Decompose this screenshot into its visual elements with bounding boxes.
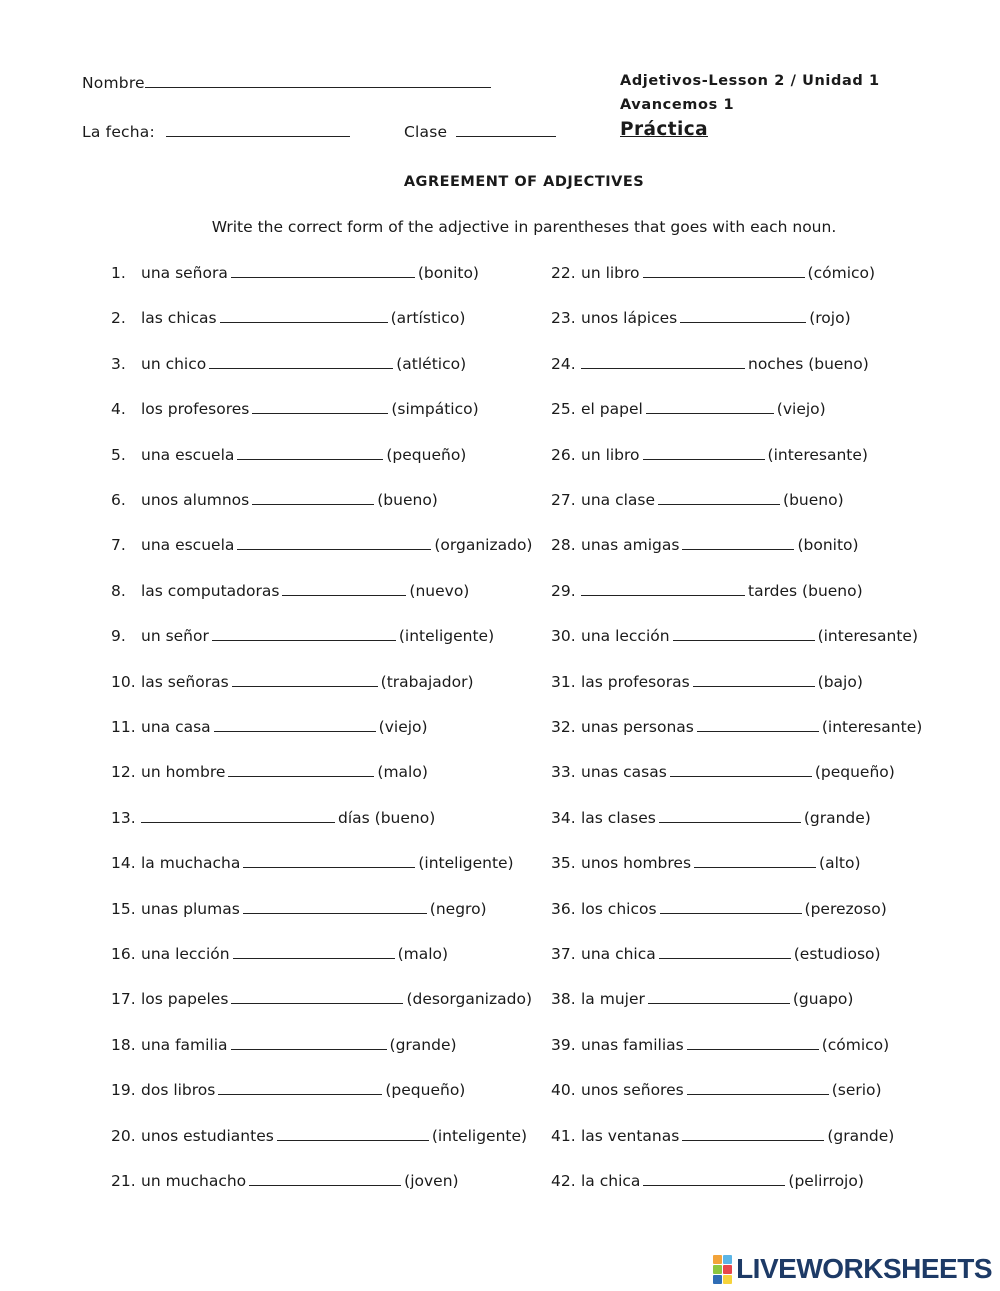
worksheet-title: Adjetivos-Lesson 2 / Unidad 1 <box>620 73 880 89</box>
answer-blank[interactable] <box>237 535 431 550</box>
textbook-name: Avancemos 1 <box>620 97 735 113</box>
item-number: 40. <box>551 1081 576 1100</box>
item-number: 14. <box>111 854 136 873</box>
item-number: 33. <box>551 763 576 782</box>
answer-blank[interactable] <box>693 672 815 687</box>
answer-blank[interactable] <box>682 535 794 550</box>
exercise-item <box>111 445 466 464</box>
exercise-item <box>551 944 881 963</box>
answer-blank[interactable] <box>232 672 378 687</box>
answer-blank[interactable] <box>214 717 376 732</box>
exercise-item <box>551 626 918 645</box>
exercise-item <box>551 1171 864 1190</box>
answer-blank[interactable] <box>209 354 393 369</box>
item-noun: las clases <box>581 808 656 827</box>
item-noun: una casa <box>141 718 211 736</box>
item-number: 23. <box>551 309 576 328</box>
answer-blank[interactable] <box>694 853 816 868</box>
item-adjective-hint: (pequeño) <box>385 1081 466 1100</box>
item-adjective-hint: (serio) <box>831 1081 882 1100</box>
item-noun: dos libros <box>141 1081 216 1100</box>
item-number: 29. <box>551 581 576 600</box>
answer-blank[interactable] <box>646 399 774 414</box>
exercise-item <box>111 535 532 554</box>
item-number: 3. <box>111 354 126 373</box>
exercise-item <box>111 808 435 827</box>
item-adjective-hint: (grande) <box>389 1035 457 1054</box>
answer-blank[interactable] <box>249 1171 401 1186</box>
logo-blocks-icon <box>713 1255 732 1284</box>
item-adjective-hint: (interesante) <box>821 718 923 736</box>
item-noun: una familia <box>141 1035 228 1054</box>
answer-blank[interactable] <box>231 989 403 1004</box>
answer-blank[interactable] <box>233 944 395 959</box>
item-adjective-hint: (guapo) <box>792 990 854 1009</box>
item-noun: los papeles <box>141 990 229 1009</box>
answer-blank[interactable] <box>658 490 780 505</box>
answer-blank[interactable] <box>687 1035 819 1050</box>
item-noun: unas familias <box>581 1035 684 1054</box>
exercise-item <box>111 762 428 781</box>
item-noun: las profesoras <box>581 672 690 691</box>
item-noun: unas personas <box>581 718 694 736</box>
exercise-item <box>551 762 895 781</box>
answer-blank[interactable] <box>231 263 415 278</box>
item-adjective-hint: (simpático) <box>391 400 479 419</box>
exercise-item <box>551 263 875 282</box>
answer-blank[interactable] <box>643 445 765 460</box>
item-number: 12. <box>111 763 136 782</box>
answer-blank[interactable] <box>687 1080 829 1095</box>
item-adjective-hint: tardes (bueno) <box>748 581 863 600</box>
instructions: Write the correct form of the adjective in parentheses that goes with each noun. <box>211 218 837 236</box>
answer-blank[interactable] <box>581 581 745 596</box>
item-adjective-hint: (desorganizado) <box>406 990 532 1009</box>
answer-blank[interactable] <box>228 762 374 777</box>
item-number: 24. <box>551 354 576 373</box>
date-field[interactable] <box>166 122 350 137</box>
exercise-item <box>551 1035 889 1054</box>
exercise-item <box>111 490 438 509</box>
name-field[interactable] <box>145 73 491 88</box>
item-number: 13. <box>111 808 136 827</box>
exercise-item <box>551 808 871 827</box>
date-row <box>82 122 350 141</box>
answer-blank[interactable] <box>252 490 374 505</box>
item-adjective-hint: (malo) <box>397 945 449 963</box>
item-adjective-hint: (grande) <box>803 808 871 827</box>
item-number: 27. <box>551 491 576 509</box>
answer-blank[interactable] <box>212 626 396 641</box>
section-heading: AGREEMENT OF ADJECTIVES <box>403 174 645 190</box>
answer-blank[interactable] <box>218 1080 382 1095</box>
item-noun: los profesores <box>141 400 250 419</box>
exercise-item <box>551 717 922 736</box>
exercise-item <box>111 672 474 691</box>
answer-blank[interactable] <box>141 808 335 823</box>
answer-blank[interactable] <box>282 581 406 596</box>
item-noun: un libro <box>581 264 640 282</box>
answer-blank[interactable] <box>648 989 790 1004</box>
exercise-item <box>551 672 863 691</box>
item-noun: los chicos <box>581 899 657 918</box>
item-number: 26. <box>551 445 576 464</box>
answer-blank[interactable] <box>673 626 815 641</box>
answer-blank[interactable] <box>659 944 791 959</box>
item-number: 37. <box>551 945 576 963</box>
item-adjective-hint: (alto) <box>819 854 861 873</box>
item-number: 16. <box>111 945 136 963</box>
item-adjective-hint: (pequeño) <box>814 763 895 782</box>
exercise-item <box>111 1080 465 1099</box>
item-adjective-hint: (rojo) <box>809 309 851 328</box>
item-noun: una escuela <box>141 445 235 464</box>
item-adjective-hint: (viejo) <box>378 718 428 736</box>
class-label: Clase <box>404 123 448 141</box>
item-number: 38. <box>551 990 576 1009</box>
item-adjective-hint: (negro) <box>429 899 487 918</box>
answer-blank[interactable] <box>643 1171 785 1186</box>
item-number: 8. <box>111 581 126 600</box>
exercise-item <box>551 853 861 872</box>
item-adjective-hint: (viejo) <box>776 400 826 419</box>
item-adjective-hint: (cómico) <box>807 264 876 282</box>
exercise-item <box>111 899 487 918</box>
exercise-item <box>551 581 863 600</box>
item-noun: la chica <box>581 1172 641 1190</box>
item-number: 41. <box>551 1126 576 1145</box>
answer-blank[interactable] <box>670 762 812 777</box>
item-noun: unas plumas <box>141 899 240 918</box>
item-noun: un chico <box>141 354 207 373</box>
item-adjective-hint: (perezoso) <box>804 899 887 918</box>
exercise-item <box>111 263 479 282</box>
item-number: 4. <box>111 400 126 419</box>
item-adjective-hint: (inteligente) <box>431 1126 528 1145</box>
answer-blank[interactable] <box>680 308 806 323</box>
item-number: 39. <box>551 1035 576 1054</box>
answer-blank[interactable] <box>243 899 427 914</box>
item-adjective-hint: (nuevo) <box>409 581 470 600</box>
exercise-item <box>551 535 859 554</box>
exercise-item <box>111 581 469 600</box>
exercise-item <box>111 944 448 963</box>
exercise-item <box>111 1171 459 1190</box>
item-adjective-hint: (interesante) <box>767 445 868 464</box>
item-number: 22. <box>551 264 576 282</box>
item-number: 32. <box>551 718 576 736</box>
item-noun: una escuela <box>141 536 235 555</box>
exercise-item <box>111 1126 527 1145</box>
exercise-item <box>551 445 868 464</box>
practica-label: Práctica <box>620 119 708 140</box>
exercise-item <box>551 490 844 509</box>
answer-blank[interactable] <box>581 354 745 369</box>
item-number: 6. <box>111 491 126 509</box>
item-noun: un libro <box>581 445 640 464</box>
item-noun: una señora <box>141 264 228 282</box>
answer-blank[interactable] <box>252 399 388 414</box>
item-adjective-hint: (artístico) <box>390 309 466 328</box>
item-number: 19. <box>111 1081 136 1100</box>
item-noun: las chicas <box>141 309 217 328</box>
exercise-item <box>111 308 465 327</box>
item-number: 35. <box>551 854 576 873</box>
item-noun: unas amigas <box>581 536 680 555</box>
item-number: 7. <box>111 536 126 555</box>
item-noun: unos señores <box>581 1081 684 1100</box>
exercise-item <box>111 717 428 736</box>
item-adjective-hint: (grande) <box>827 1126 895 1145</box>
item-number: 21. <box>111 1172 136 1190</box>
item-noun: unos hombres <box>581 854 692 873</box>
item-number: 11. <box>111 718 136 736</box>
answer-blank[interactable] <box>660 899 802 914</box>
name-label: Nombre <box>82 74 145 92</box>
item-adjective-hint: (cómico) <box>821 1035 890 1054</box>
item-number: 30. <box>551 627 576 646</box>
exercise-item <box>111 626 494 645</box>
item-adjective-hint: (pequeño) <box>386 445 467 464</box>
item-number: 42. <box>551 1172 576 1190</box>
item-noun: una lección <box>581 627 670 646</box>
item-adjective-hint: (organizado) <box>434 536 533 555</box>
item-number: 9. <box>111 627 126 646</box>
item-noun: las ventanas <box>581 1126 680 1145</box>
name-row <box>82 73 491 92</box>
item-adjective-hint: (atlético) <box>396 354 467 373</box>
item-adjective-hint: (bonito) <box>797 536 859 555</box>
item-noun: la mujer <box>581 990 645 1009</box>
item-number: 10. <box>111 672 136 691</box>
answer-blank[interactable] <box>237 445 383 460</box>
item-noun: unas casas <box>581 763 667 782</box>
item-adjective-hint: (joven) <box>404 1172 459 1190</box>
item-noun: unos alumnos <box>141 491 250 509</box>
exercise-item <box>551 354 869 373</box>
item-noun: el papel <box>581 400 643 419</box>
item-adjective-hint: (bajo) <box>817 672 863 691</box>
item-noun: una chica <box>581 945 656 963</box>
exercise-item <box>551 899 887 918</box>
item-number: 25. <box>551 400 576 419</box>
answer-blank[interactable] <box>231 1035 387 1050</box>
item-number: 20. <box>111 1126 136 1145</box>
answer-blank[interactable] <box>659 808 801 823</box>
logo-text: LIVEWORKSHEETS <box>736 1253 992 1284</box>
item-noun: la muchacha <box>141 854 241 873</box>
item-adjective-hint: (trabajador) <box>380 672 474 691</box>
class-row <box>404 122 556 141</box>
item-number: 31. <box>551 672 576 691</box>
exercise-item <box>111 1035 457 1054</box>
item-noun: una clase <box>581 491 656 509</box>
date-label: La fecha: <box>82 123 155 141</box>
exercise-item <box>551 1080 882 1099</box>
exercise-item <box>111 989 532 1008</box>
answer-blank[interactable] <box>682 1126 824 1141</box>
item-adjective-hint: noches (bueno) <box>748 354 869 373</box>
item-number: 18. <box>111 1035 136 1054</box>
item-noun: un señor <box>141 627 209 646</box>
item-noun: unos lápices <box>581 309 678 328</box>
liveworksheets-logo <box>713 1252 992 1286</box>
class-field[interactable] <box>456 122 556 137</box>
exercise-item <box>111 853 514 872</box>
item-adjective-hint: (pelirrojo) <box>788 1172 864 1190</box>
item-noun: unos estudiantes <box>141 1126 274 1145</box>
item-number: 34. <box>551 808 576 827</box>
exercise-item <box>551 1126 894 1145</box>
exercise-item <box>551 989 853 1008</box>
answer-blank[interactable] <box>220 308 388 323</box>
item-number: 36. <box>551 899 576 918</box>
answer-blank[interactable] <box>277 1126 429 1141</box>
item-noun: las señoras <box>141 672 229 691</box>
item-number: 28. <box>551 536 576 555</box>
item-adjective-hint: (bueno) <box>783 491 844 509</box>
exercise-item <box>551 308 851 327</box>
answer-blank[interactable] <box>697 717 819 732</box>
exercise-item <box>111 354 466 373</box>
exercise-item <box>111 399 479 418</box>
item-number: 17. <box>111 990 136 1009</box>
exercise-item <box>551 399 826 418</box>
item-number: 1. <box>111 264 126 282</box>
item-noun: una lección <box>141 945 230 963</box>
item-noun: un muchacho <box>141 1172 247 1190</box>
answer-blank[interactable] <box>243 853 415 868</box>
item-adjective-hint: días (bueno) <box>338 808 436 827</box>
item-adjective-hint: (bonito) <box>417 264 479 282</box>
item-adjective-hint: (bueno) <box>377 491 438 509</box>
item-adjective-hint: (estudioso) <box>793 945 881 963</box>
item-adjective-hint: (inteligente) <box>398 627 495 646</box>
item-noun: un hombre <box>141 763 226 782</box>
item-number: 2. <box>111 309 126 328</box>
item-adjective-hint: (interesante) <box>817 627 918 646</box>
answer-blank[interactable] <box>643 263 805 278</box>
item-noun: las computadoras <box>141 581 280 600</box>
item-adjective-hint: (malo) <box>377 763 428 782</box>
item-adjective-hint: (inteligente) <box>418 854 514 873</box>
item-number: 5. <box>111 445 126 464</box>
item-number: 15. <box>111 899 136 918</box>
